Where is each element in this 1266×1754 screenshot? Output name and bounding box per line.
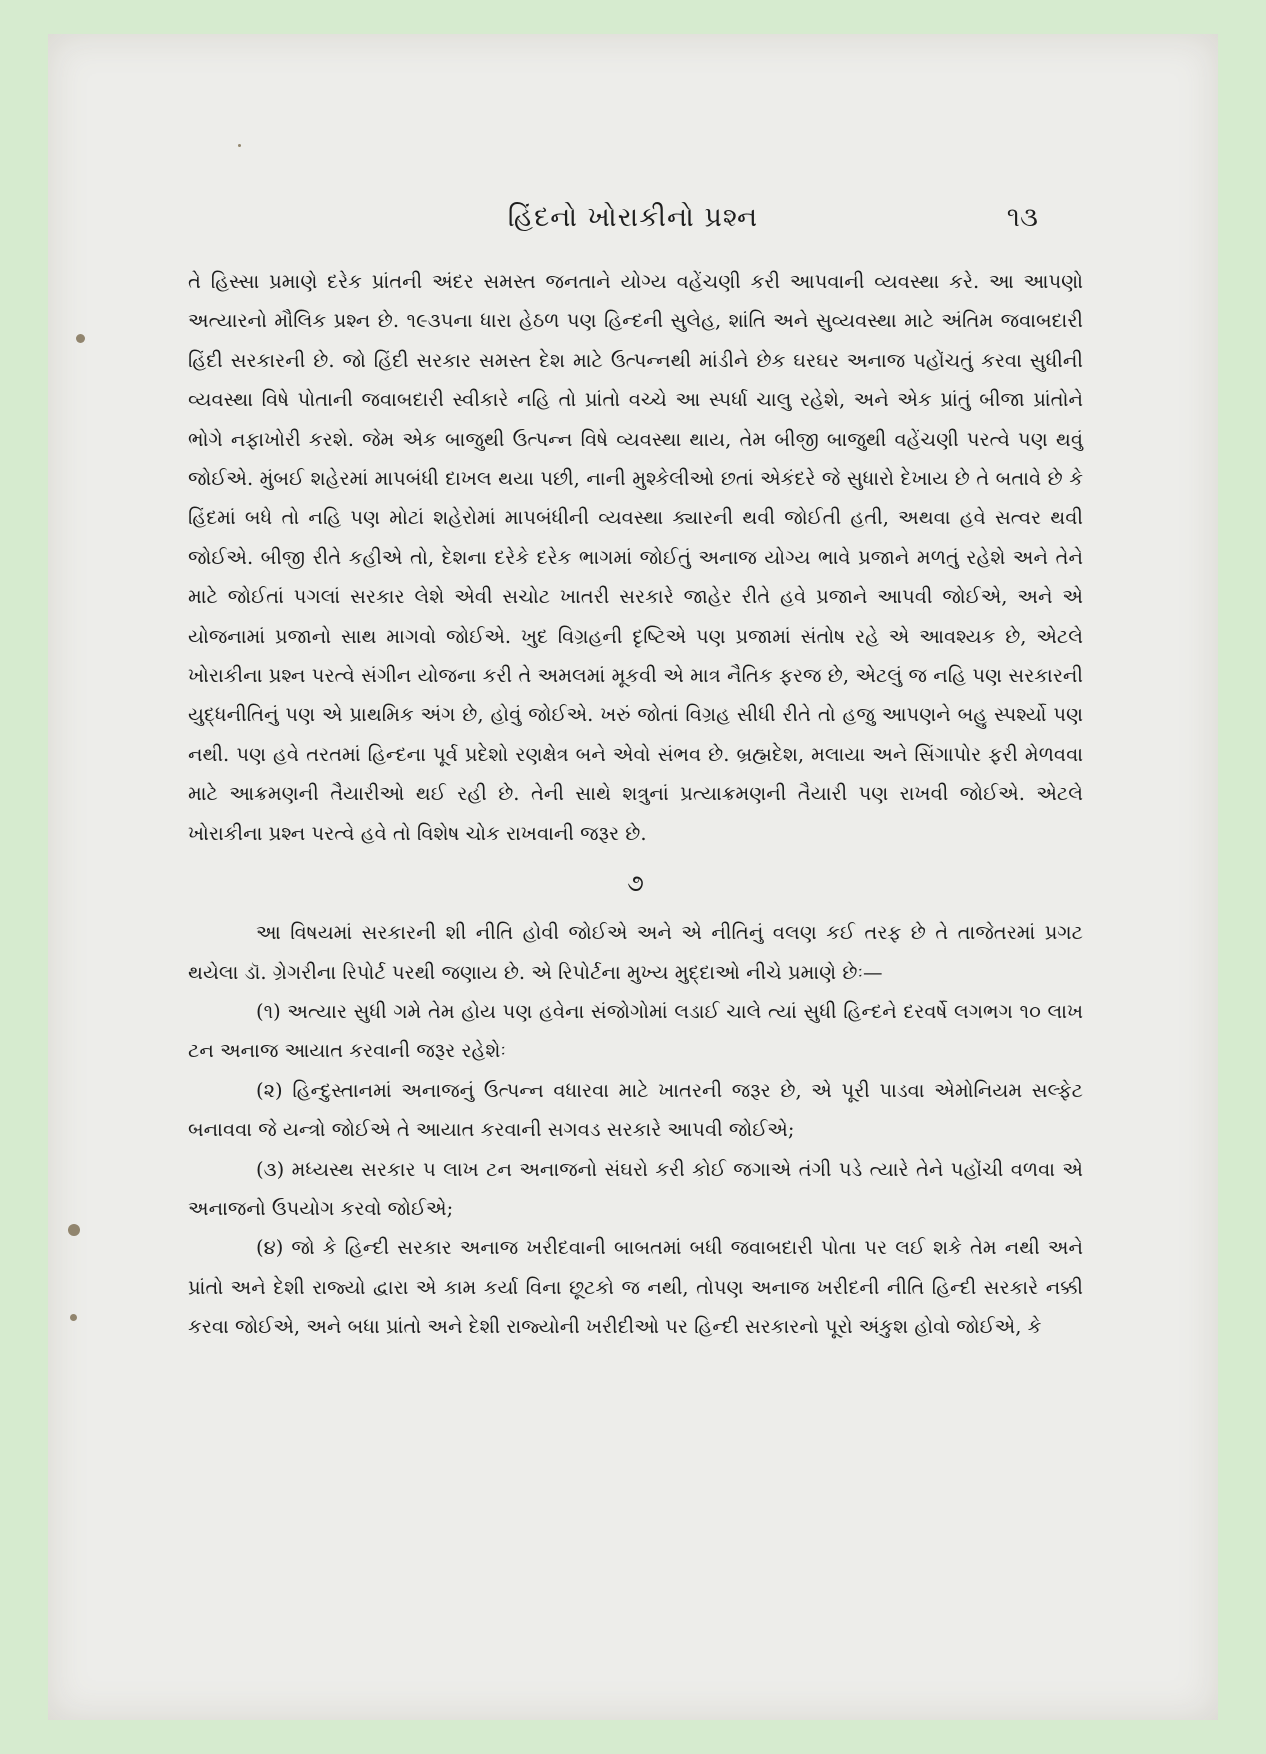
page-number: ૧૩ xyxy=(1006,202,1038,233)
list-item: (૪) જો કે હિન્દી સરકાર અનાજ ખરીદવાની બાબતમાં બધી જવાબદારી પોતા પર લઈ શકે તેમ નથી અને પ્રાંતો અને દેશી રાજ્યો દ્વારા એ કામ કર્યા વિના છૂટકો જ નથી, તોપણ અનાજ ખરીદની નીતિ હિન્દી સરકારે નક્કી કરવા જોઈએ, અને બધા પ્રાંતો અને દેશી રાજ્યોની ખરીદીઓ પર હિન્દી સરકારનો પૂરો અંકુશ હોવો જોઈએ, કે xyxy=(188,1236,1083,1339)
list-item: (૩) મધ્યસ્થ સરકાર ૫ લાખ ટન અનાજનો સંઘરો કરી કોઈ જગાએ તંગી પડે ત્યારે તેને પહોંચી વળવા એ અનાજનો ઉપયોગ કરવો જોઈએ; xyxy=(188,1157,1083,1220)
page-header xyxy=(48,202,1218,242)
section-number: ૭ xyxy=(627,869,644,898)
ink-speck xyxy=(238,144,241,147)
ink-speck xyxy=(68,1224,80,1236)
list-item: (૨) હિન્દુસ્તાનમાં અનાજનું ઉત્પન્ન વધારવા માટે ખાતરની જરૂર છે, એ પૂરી પાડવા એમોનિયમ સલ્ફેટ બનાવવા જે યન્ત્રો જોઈએ તે આયાત કરવાની સગવડ સરકારે આપવી જોઈએ; xyxy=(188,1078,1083,1142)
list-item: (૧) અત્યાર સુધી ગમે તેમ હોય પણ હવેના સંજોગોમાં લડાઈ ચાલે ત્યાં સુધી હિન્દને દરવર્ષે લગભગ ૧૦ લાખ ટન અનાજ આયાત કરવાની જરૂર રહેશેઃ xyxy=(188,999,1083,1063)
ink-speck xyxy=(70,1314,77,1321)
scanned-page xyxy=(48,34,1218,1720)
intro-paragraph: આ વિષયમાં સરકારની શી નીતિ હોવી જોઈએ અને એ નીતિનું વલણ કઈ તરફ છે તે તાજેતરમાં પ્રગટ થયેલા ડૉ. ગ્રેગરીના રિપોર્ટ પરથી જણાય છે. એ રિપોર્ટના મુખ્ય મુદ્દાઓ નીચે પ્રમાણે છેઃ— xyxy=(188,921,1083,984)
ink-speck xyxy=(76,334,85,343)
running-title: હિંદનો ખોરાકીનો પ્રશ્ન xyxy=(507,202,759,233)
body-text xyxy=(188,262,1083,1347)
paragraph: તે હિસ્સા પ્રમાણે દરેક પ્રાંતની અંદર સમસ્ત જનતાને યોગ્ય વહેંચણી કરી આપવાની વ્યવસ્થા કરે. આ આપણો અત્યારનો મૌલિક પ્રશ્ન છે. ૧૯૩૫ના ધારા હેઠળ પણ હિન્દની સુલેહ, શાંતિ અને સુવ્યવસ્થા માટે અંતિમ જવાબદારી હિંદી સરકારની છે. જો હિંદી સરકાર સમસ્ત દેશ માટે ઉત્પન્નથી માંડીને છેક ઘરઘર અનાજ પહોંચતું કરવા સુધીની વ્યવસ્થા વિષે પોતાની જવાબદારી સ્વીકારે નહિ તો પ્રાંતો વચ્ચે આ સ્પર્ધા ચાલુ રહેશે, અને એક પ્રાંતું બીજા પ્રાંતોને ભોગે નફાખોરી કરશે. જેમ એક બાજુથી ઉત્પન્ન વિષે વ્યવસ્થા થાય, તેમ બીજી બાજુથી વહેંચણી પરત્વે પણ થવું જોઈએ. મુંબઈ શહેરમાં માપબંધી દાખલ થયા પછી, નાની મુશ્કેલીઓ છતાં એકંદરે જે સુધારો દેખાય છે તે બતાવે છે કે હિંદમાં બધે તો નહિ પણ મોટાં શહેરોમાં માપબંધીની વ્યવસ્થા ક્યારની થવી જોઈતી હતી, અથવા હવે સત્વર થવી જોઈએ. બીજી રીતે કહીએ તો, દેશના દરેકે દરેક ભાગમાં જોઈતું અનાજ યોગ્ય ભાવે પ્રજાને મળતું રહેશે અને તેને માટે જોઈતાં પગલાં સરકાર લેશે એવી સચોટ ખાતરી સરકારે જાહેર રીતે હવે પ્રજાને આપવી જોઈએ, અને એ યોજનામાં પ્રજાનો સાથ માગવો જોઈએ. ખુદ વિગ્રહની દૃષ્ટિએ પણ પ્રજામાં સંતોષ રહે એ આવશ્યક છે, એટલે ખોરાકીના પ્રશ્ન પરત્વે સંગીન યોજના કરી તે અમલમાં મૂકવી એ માત્ર નૈતિક ફરજ છે, એટલું જ નહિ પણ સરકારની યુદ્ધનીતિનું પણ એ પ્રાથમિક અંગ છે, હોવું જોઈએ. ખરું જોતાં વિગ્રહ સીધી રીતે તો હજુ આપણને બહુ સ્પર્શ્યો પણ નથી. પણ હવે તરતમાં હિન્દના પૂર્વ પ્રદેશો રણક્ષેત્ર બને એવો સંભવ છે. બ્રહ્મદેશ, મલાયા અને સિંગાપોર ફરી મેળવવા માટે આક્રમણની તૈયારીઓ થઈ રહી છે. તેની સાથે શત્રુનાં પ્રત્યાક્રમણની તૈયારી પણ રાખવી જોઈએ. એટલે ખોરાકીના પ્રશ્ન પરત્વે હવે તો વિશેષ ચોક રાખવાની જરૂર છે. xyxy=(188,270,1083,845)
